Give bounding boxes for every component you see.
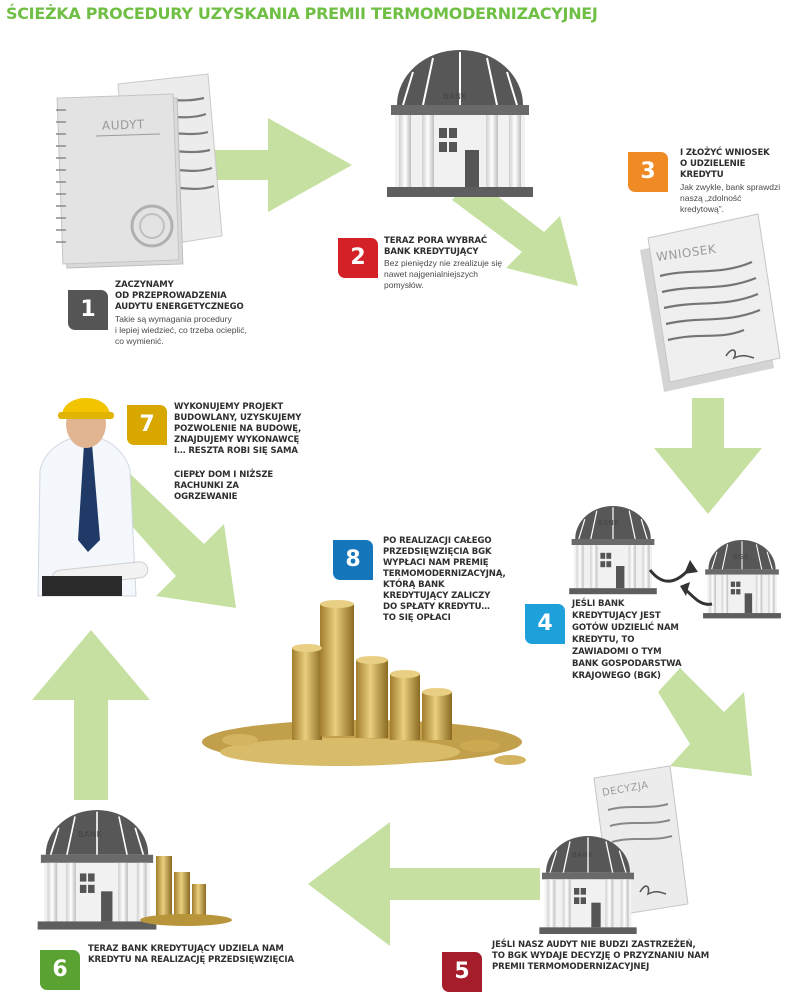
bank-label-1: BANK: [443, 92, 468, 101]
bgk-label: BGK: [733, 553, 750, 561]
application-document: [640, 214, 780, 392]
arrow-5-to-6: [308, 822, 540, 946]
bank-label-4: BANK: [78, 830, 103, 839]
arrow-3-to-4: [654, 398, 762, 514]
step-4-heading: JEŚLI BANK KREDYTUJĄCY JEST GOTÓW UDZIELIĆ NAM KREDYTU, TO ZAWIADOMI O TYM BANK GOSPODARSTWA KRAJOWEGO (BGK): [572, 599, 682, 681]
decision-doc-label: DECYZJA: [601, 780, 650, 799]
step-6-badge: 6: [40, 950, 80, 990]
arrow-4-to-5: [658, 668, 752, 776]
bank-label-3: BANK: [572, 851, 594, 859]
step-5-heading: JEŚLI NASZ AUDYT NIE BUDZI ZASTRZEŻEŃ, TO BGK WYDAJE DECYZJĘ O PRZYZNANIU NAM PREMII TERMOMODERNIZACYJNEJ: [492, 940, 710, 972]
audit-doc-label: AUDYT: [101, 117, 145, 133]
bank-label-2: BANK: [598, 519, 620, 527]
coin-stack-small: [140, 856, 232, 926]
coin-pile: [202, 600, 526, 766]
application-doc-label: WNIOSEK: [655, 241, 718, 265]
step-6-heading: TERAZ BANK KREDYTUJĄCY UDZIELA NAM KREDYTU NA REALIZACJĘ PRZEDSIĘWZIĘCIA: [88, 944, 294, 965]
step-2-badge: 2: [338, 238, 378, 278]
step-7-badge: 7: [127, 405, 167, 445]
arrow-1-to-2: [200, 118, 352, 212]
arrow-6-to-7: [32, 630, 150, 800]
bgk-building-1: [703, 540, 781, 618]
step-8-badge: 8: [333, 540, 373, 580]
step-4-badge: 4: [525, 604, 565, 644]
step-7-result: CIEPŁY DOM I NIŻSZE RACHUNKI ZA OGRZEWANIE: [174, 470, 274, 502]
step-3-badge: 3: [628, 152, 668, 192]
step-5-badge: 5: [442, 952, 482, 992]
step-8-heading: PO REALIZACJI CAŁEGO PRZEDSIĘWZIĘCIA BGK WYPŁACI NAM PREMIĘ TERMOMODERNIZACYJNĄ, KTÓRĄ BANK KREDYTUJĄCY ZALICZY DO SPŁATY KREDYTU… TO SIĘ OPŁACI: [383, 536, 506, 623]
step-3-text: Jak zwykle, bank sprawdzi naszą „zdolność kredytową”.: [680, 182, 781, 214]
bank-building-1: [387, 50, 533, 197]
step-1-badge: 1: [68, 290, 108, 330]
step-7-heading: WYKONUJEMY PROJEKT BUDOWLANY, UZYSKUJEMY POZWOLENIE NA BUDOWĘ, ZNAJDUJEMY WYKONAWCĘ I… RESZTA ROBI SIĘ SAMA: [174, 402, 302, 456]
step-1-text: Takie są wymagania procedury i lepiej wiedzieć, co trzeba ocieplić, co wymienić.: [115, 314, 247, 346]
step-2-heading: TERAZ PORA WYBRAĆ BANK KREDYTUJĄCY: [384, 236, 488, 257]
bank-building-4: [38, 810, 157, 930]
step-2-text: Bez pieniędzy nie zrealizuje się nawet najgenialniejszych pomysłów.: [384, 258, 503, 290]
audit-document: [56, 74, 222, 268]
step-1-heading: ZACZYNAMY OD PRZEPROWADZENIA AUDYTU ENERGETYCZNEGO: [115, 280, 244, 312]
step-3-heading: I ZŁOŻYĆ WNIOSEK O UDZIELENIE KREDYTU: [680, 148, 770, 180]
page-title: ŚCIEŻKA PROCEDURY UZYSKANIA PREMII TERMOMODERNIZACYJNEJ: [6, 4, 598, 23]
